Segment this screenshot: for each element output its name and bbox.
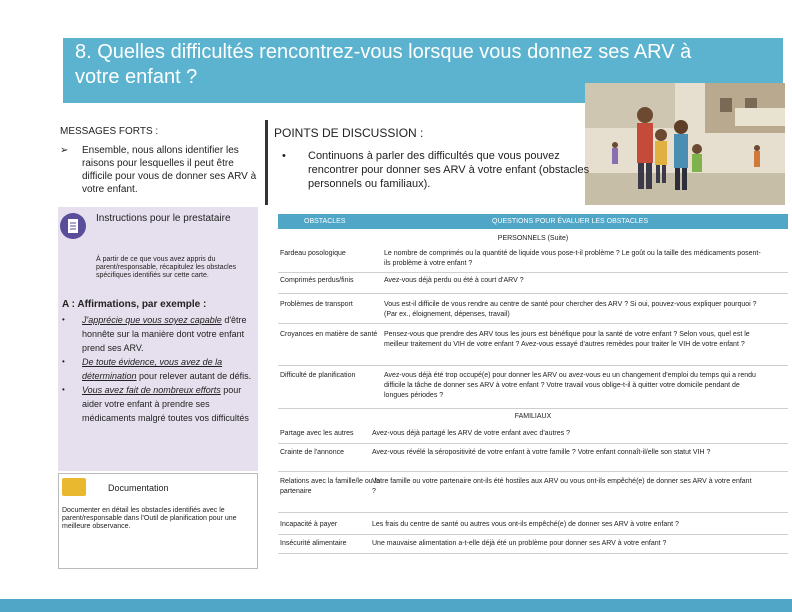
key-message-item (60, 144, 260, 196)
question-cell: Le nombre de comprimés ou la quantité de liquide vous pose-t-il problème ? Le goût ou la taille des médicaments posent-ils problème à votre enfant ? (384, 250, 761, 267)
affirmation-item (62, 355, 258, 383)
table-row (278, 536, 788, 554)
question-cell: Avez-vous déjà été trop occupé(e) pour donner les ARV ou avez-vous eu un changement d'emploi du temps qui a rendu difficile la tâche de donner ses ARV à votre enfant ? Votre travail vous oblige-t-il à quitter votre domicile pendant de longues périodes ? (384, 372, 756, 399)
key-messages (60, 125, 260, 196)
table-row (278, 273, 788, 294)
affirmations-list (62, 313, 258, 425)
question-cell: Avez-vous déjà perdu ou été à court d'ARV ? (384, 277, 524, 284)
obstacle-cell: Difficulté de planification (280, 372, 356, 379)
page-title: 8. Quelles difficultés rencontrez-vous lorsque vous donnez ses ARV à votre enfant ? (75, 41, 692, 88)
column-header-obstacles: OBSTACLES (304, 218, 346, 225)
bullet-icon: • (62, 385, 65, 394)
question-cell: Les frais du centre de santé ou autres vous ont-ils empêché(e) de donner ses ARV à votre enfant ? (372, 521, 679, 528)
affirmations-title: A : Affirmations, par exemple : (62, 299, 207, 310)
obstacle-cell: Problèmes de transport (280, 301, 353, 308)
section-divider (265, 120, 268, 205)
section-family: FAMILIAUX (514, 413, 552, 420)
instructions-text: À partir de ce que vous avez appris du parent/responsable, récapitulez les obstacles spécifiques identifiés sur cette carte. (96, 256, 237, 279)
folder-icon (62, 478, 86, 496)
key-messages-title: MESSAGES FORTS : (60, 126, 159, 137)
obstacle-cell: Comprimés perdus/finis (280, 277, 354, 284)
affirmation-text: pour aider votre enfant à prendre ses médicaments malgré toutes vos difficultés (82, 385, 249, 423)
footer-bar (0, 599, 792, 612)
discussion-point (282, 149, 602, 191)
obstacle-cell: Partage avec les autres (280, 430, 354, 437)
documentation-text: Documenter en détail les obstacles identifiés avec le parent/responsable dans l'Outil de planification pour une meilleure observance. (62, 507, 237, 530)
question-cell: Votre famille ou votre partenaire ont-ils été hostiles aux ARV ou vous ont-ils empêché(e) de donner ses ARV à votre enfant ? (372, 478, 752, 495)
affirmation-emphasis: J'apprécie que vous soyez capable (82, 315, 222, 325)
obstacle-cell: Incapacité à payer (280, 521, 338, 528)
table-row (278, 445, 788, 472)
column-header-questions: QUESTIONS POUR ÉVALUER LES OBSTACLES (492, 218, 649, 225)
key-message-text: Ensemble, nous allons identifier les raisons pour lesquelles il peut être difficile pour vous de donner ses ARV à votre enfant. (82, 145, 257, 195)
checklist-icon (60, 213, 86, 239)
bullet-icon: • (62, 357, 65, 366)
table-row (278, 474, 788, 513)
section-personal: PERSONNELS (Suite) (497, 235, 569, 242)
bullet-icon: • (282, 150, 286, 162)
family-illustration (585, 83, 785, 205)
affirmation-text: d'être honnête sur la manière dont votre enfant prend ses ARV. (82, 315, 247, 353)
affirmation-emphasis: De toute évidence, vous avez de la détermination (82, 357, 223, 381)
table-row (278, 297, 788, 324)
table-header (278, 214, 788, 229)
affirmation-emphasis: Vous avez fait de nombreux efforts (82, 385, 221, 395)
question-cell: Pensez-vous que prendre des ARV tous les jours est bénéfique pour la santé de votre enfant ? Selon vous, quel est le meilleur traitement du VIH de votre enfant ? Avez-vous essayé d'autres remèdes pour traiter le VIH de votre enfant ? (384, 331, 750, 348)
table-row (278, 327, 788, 366)
table-row (278, 517, 788, 535)
obstacle-cell: Insécurité alimentaire (280, 540, 347, 547)
table-row (278, 246, 788, 273)
question-cell: Avez-vous révélé la séropositivité de votre enfant à votre famille ? Votre enfant connaît-il/elle son statut VIH ? (372, 449, 711, 456)
question-cell: Avez-vous déjà partagé les ARV de votre enfant avec d'autres ? (372, 430, 570, 437)
discussion-text: Continuons à parler des difficultés que vous pouvez rencontrer pour donner ses ARV à votre enfant (obstacles personnels ou familiaux). (308, 150, 590, 190)
obstacle-cell: Crainte de l'annonce (280, 449, 344, 456)
obstacle-cell: Croyances en matière de santé (280, 331, 378, 338)
affirmation-text: pour relever autant de défis. (136, 371, 252, 381)
obstacle-cell: Fardeau posologique (280, 250, 346, 257)
table-row (278, 426, 788, 444)
instructions-title: Instructions pour le prestataire (96, 213, 231, 224)
table-row (278, 368, 788, 409)
arrow-bullet-icon: ➢ (60, 145, 69, 156)
affirmation-item (62, 313, 258, 355)
discussion-title: POINTS DE DISCUSSION : (274, 126, 424, 140)
bullet-icon: • (62, 315, 65, 324)
question-cell: Vous est-il difficile de vous rendre au centre de santé pour chercher des ARV ? Si oui, pouvez-vous expliquer pourquoi ? (Par ex., éloignement, dépenses, travail) (384, 301, 757, 318)
affirmation-item (62, 383, 258, 425)
obstacle-cell: Relations avec la famille/le ou la partenaire (280, 478, 380, 495)
documentation-title: Documentation (108, 483, 169, 493)
question-cell: Une mauvaise alimentation a-t-elle déjà été un problème pour donner ses ARV à votre enfant ? (372, 540, 667, 547)
